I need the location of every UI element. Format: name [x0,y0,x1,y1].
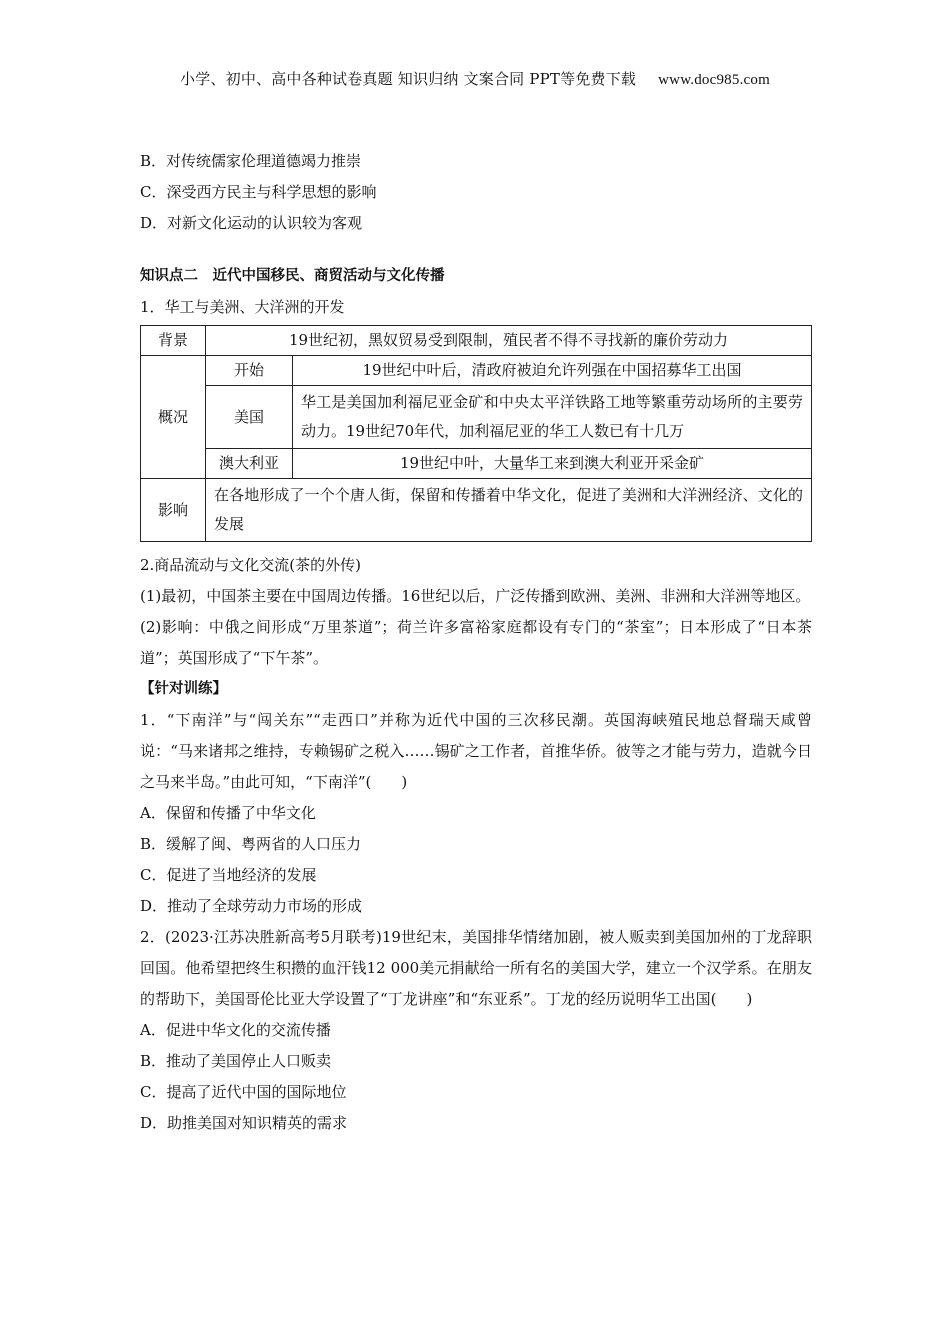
question-2-stem: 2．(2023·江苏决胜新高考5月联考)19世纪末，美国排华情绪加剧，被人贩卖到美国加州的丁龙辞职回国。他希望把终生积攒的血汗钱12 000美元捐献给一所有名的美国大学，建立一个汉学系。在朋友的帮助下，美国哥伦比亚大学设置了“丁龙讲座”和“东亚系”。丁龙的经历说明华工出国( ) [140,928,812,1008]
header-url[interactable]: www.doc985.com [658,72,770,88]
us-label: 美国 [206,386,293,449]
prev-option-d: D．对新文化运动的认识较为客观 [140,214,363,232]
tea-paragraph-1: (1)最初，中国茶主要在中国周边传播。16世纪以后，广泛传播到欧洲、美洲、非洲和大洋洲等地区。 [140,587,811,605]
background-text: 19世纪初，黑奴贸易受到限制，殖民者不得不寻找新的廉价劳动力 [206,326,812,356]
start-label: 开始 [206,356,293,386]
table-row [141,326,812,356]
prev-option-c: C．深受西方民主与科学思想的影响 [140,183,377,201]
start-text: 19世纪中叶后，清政府被迫允许列强在中国招募华工出国 [293,356,812,386]
background-label: 背景 [141,326,206,356]
impact-label: 影响 [141,479,206,542]
table-row [141,356,812,386]
question-1-option-b: B．缓解了闽、粤两省的人口压力 [140,835,362,853]
question-2-option-d: D．助推美国对知识精英的需求 [140,1114,348,1132]
question-1-stem: 1．“下南洋”与“闯关东”“走西口”并称为近代中国的三次移民潮。英国海峡殖民地总督瑞天咸曾说：“马来诸邦之维持，专赖锡矿之税入……锡矿之工作者，首推华侨。彼等之才能与劳力，造就今日之马来半岛。”由此可知，“下南洋”( ) [140,711,812,791]
question-1-option-c: C．促进了当地经济的发展 [140,866,317,884]
overview-label: 概况 [141,356,206,479]
subsection-1-title: 1．华工与美洲、大洋洲的开发 [140,298,345,316]
subsection-2-title: 2.商品流动与文化交流(茶的外传) [140,556,362,574]
impact-text: 在各地形成了一个个唐人街，保留和传播着中华文化，促进了美洲和大洋洲经济、文化的发展 [206,479,812,542]
page-header [0,68,950,89]
question-2-option-a: A．促进中华文化的交流传播 [140,1021,331,1039]
prev-option-b: B．对传统儒家伦理道德竭力推崇 [140,152,362,170]
question-1-option-d: D．推动了全球劳动力市场的形成 [140,897,363,915]
table-row [141,479,812,542]
question-1-option-a: A．保留和传播了中华文化 [140,804,316,822]
section-title: 知识点二 近代中国移民、商贸活动与文化传播 [140,268,445,284]
table-row [141,449,812,479]
chinese-labor-table [140,325,812,542]
header-banner: 小学、初中、高中各种试卷真题 知识归纳 文案合同 PPT等免费下载 [180,70,637,88]
main-content [140,146,812,1139]
table-row [141,386,812,449]
question-2-option-c: C．提高了近代中国的国际地位 [140,1083,347,1101]
question-2-option-b: B．推动了美国停止人口贩卖 [140,1052,332,1070]
australia-text: 19世纪中叶，大量华工来到澳大利亚开采金矿 [293,449,812,479]
us-text: 华工是美国加利福尼亚金矿和中央太平洋铁路工地等繁重劳动场所的主要劳动力。19世纪70年代，加利福尼亚的华工人数已有十几万 [293,386,812,449]
australia-label: 澳大利亚 [206,449,293,479]
tea-paragraph-2: (2)影响：中俄之间形成“万里茶道”；荷兰许多富裕家庭都设有专门的“茶室”；日本形成了“日本茶道”；英国形成了“下午茶”。 [140,618,812,667]
training-title: 【针对训练】 [140,681,227,697]
